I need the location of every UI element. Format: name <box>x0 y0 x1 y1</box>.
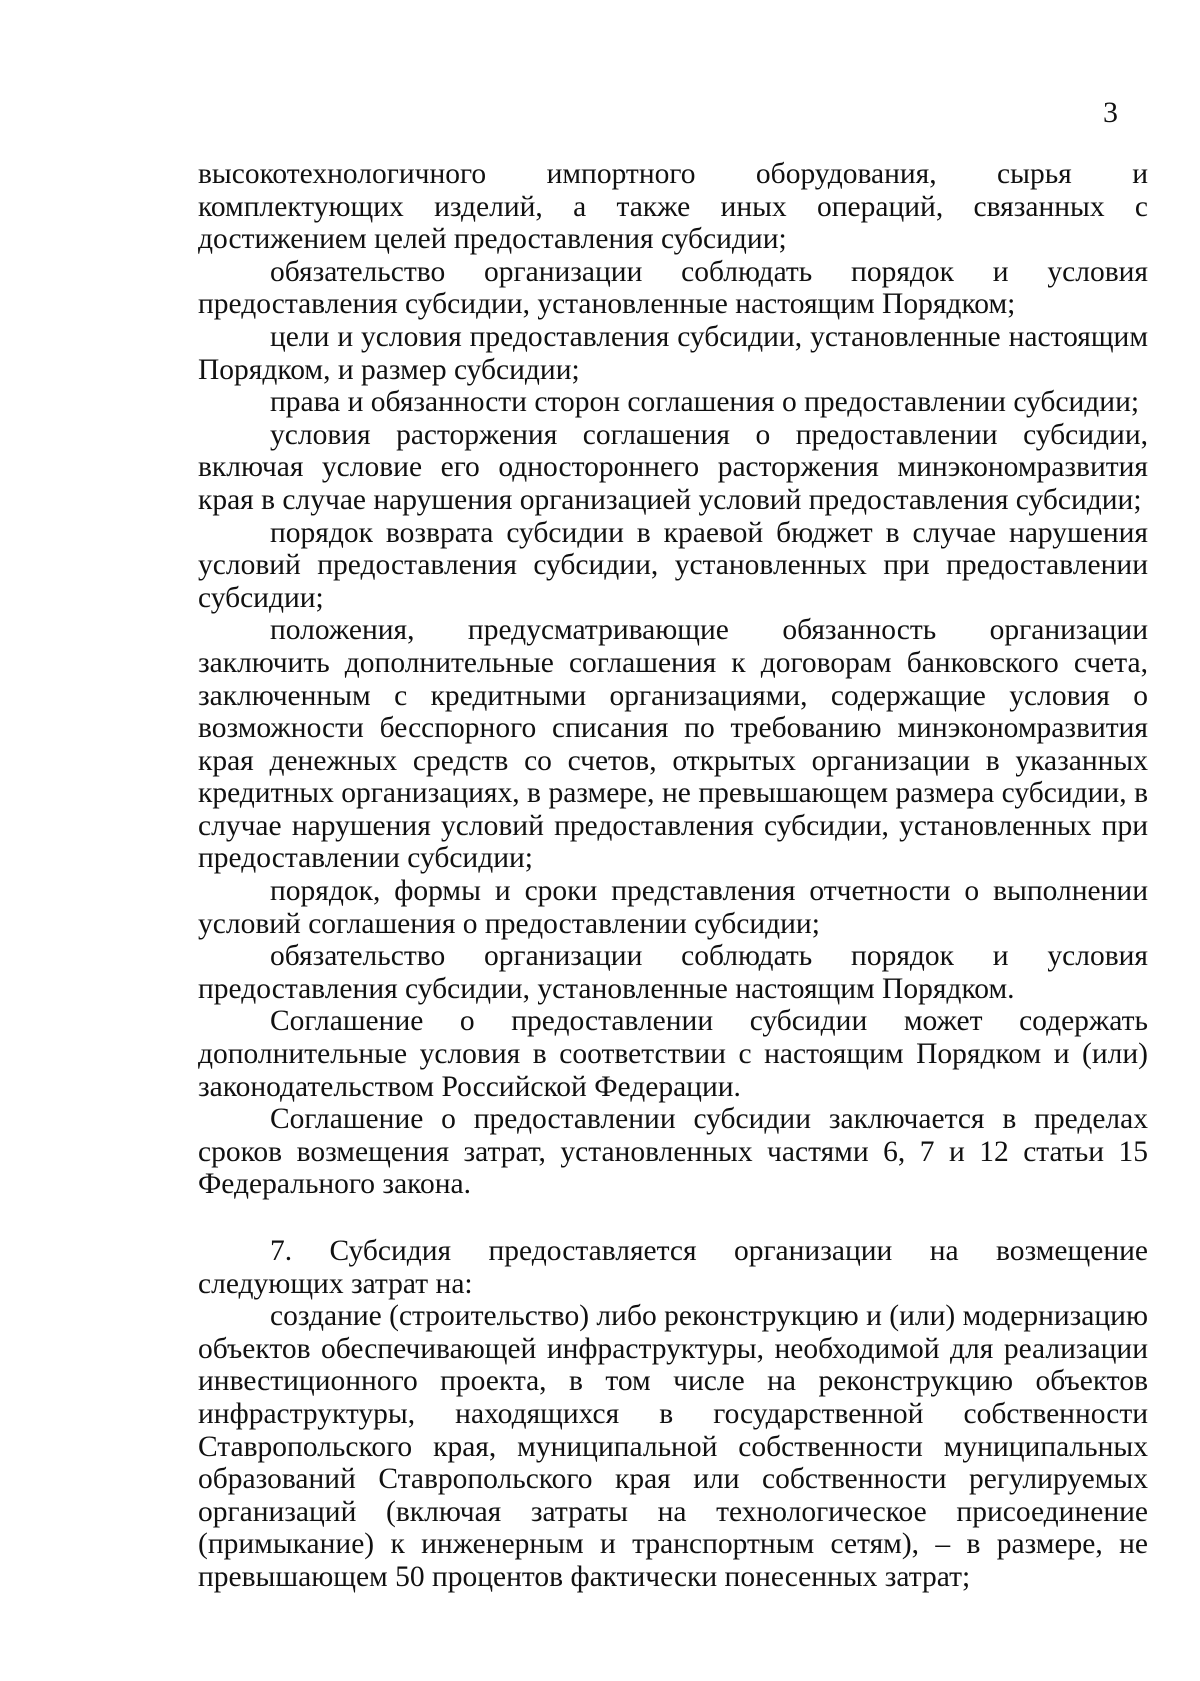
text-section-1 <box>198 158 1148 1201</box>
paragraph: условия расторжения соглашения о предоставлении субсидии, включая условие его одностороннего расторжения минэкономразвития края в случае нарушения организацией условий предоставления субсидии; <box>198 418 1148 516</box>
paragraph: 7. Субсидия предоставляется организации на возмещение следующих затрат на: <box>198 1235 1148 1300</box>
paragraph: права и обязанности сторон соглашения о предоставлении субсидии; <box>270 386 1140 419</box>
text-section-2 <box>198 1235 1148 1594</box>
paragraph: высокотехнологичного импортного оборудования, сырья и комплектующих изделий, а также иных операций, связанных с достижением целей предоставления субсидии; <box>198 158 1148 256</box>
paragraph: Соглашение о предоставлении субсидии может содержать дополнительные условия в соответствии с настоящим Порядком и (или) законодательством Российской Федерации. <box>198 1005 1148 1103</box>
paragraph: порядок, формы и сроки представления отчетности о выполнении условий соглашения о предоставлении субсидии; <box>198 875 1148 940</box>
paragraph: обязательство организации соблюдать порядок и условия предоставления субсидии, установленные настоящим Порядком. <box>198 940 1148 1005</box>
paragraph: создание (строительство) либо реконструкцию и (или) модернизацию объектов обеспечивающей инфраструктуры, необходимой для реализации инвестиционного проекта, в том числе на реконструкцию объектов инфраструктуры, находящихся в государственной собственности Ставропольского края, муниципальной собственности муниципальных образований Ставропольского края или собственности регулируемых организаций (включая затраты на технологическое присоединение (примыкание) к инженерным и транспортным сетям), – в размере, не превышающем 50 процентов фактически понесенных затрат; <box>198 1300 1148 1593</box>
paragraph: цели и условия предоставления субсидии, установленные настоящим Порядком, и размер субсидии; <box>198 320 1148 386</box>
paragraph: Соглашение о предоставлении субсидии заключается в пределах сроков возмещения затрат, установленных частями 6, 7 и 12 статьи 15 Федерального закона. <box>198 1103 1148 1201</box>
paragraph: порядок возврата субсидии в краевой бюджет в случае нарушения условий предоставления субсидии, установленных при предоставлении субсидии; <box>198 516 1148 614</box>
paragraph: обязательство организации соблюдать порядок и условия предоставления субсидии, установленные настоящим Порядком; <box>198 255 1148 321</box>
page-number: 3 <box>1103 96 1118 129</box>
paragraph: положения, предусматривающие обязанность организации заключить дополнительные соглашения к договорам банковского счета, заключенным с кредитными организациями, содержащие условия о возможности бесспорного списания по требованию минэкономразвития края денежных средств со счетов, открытых организации в указанных кредитных организациях, в размере, не превышающем размера субсидии, в случае нарушения условий предоставления субсидии, установленных при предоставлении субсидии; <box>198 614 1148 875</box>
